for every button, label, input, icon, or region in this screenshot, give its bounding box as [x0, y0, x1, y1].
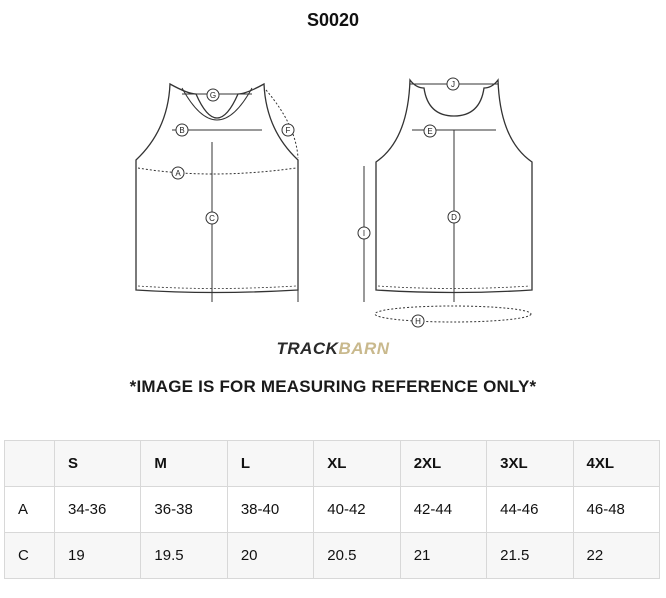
table-cell: 21.5 — [487, 533, 573, 579]
label-d: D — [451, 213, 457, 222]
label-g: G — [209, 91, 217, 100]
label-e: E — [427, 127, 433, 136]
label-b: B — [179, 126, 185, 135]
front-tank-outline — [136, 84, 298, 293]
table-cell: 19 — [55, 533, 141, 579]
row-label: A — [5, 487, 55, 533]
table-cell: 38-40 — [227, 487, 313, 533]
table-cell: 36-38 — [141, 487, 227, 533]
table-cell: 34-36 — [55, 487, 141, 533]
table-cell: 21 — [400, 533, 486, 579]
table-cell: 44-46 — [487, 487, 573, 533]
header-cell: S — [55, 441, 141, 487]
table-cell: 20 — [227, 533, 313, 579]
header-cell: M — [141, 441, 227, 487]
label-a: A — [175, 169, 181, 178]
size-header-row — [5, 441, 660, 487]
label-i: I — [362, 229, 366, 238]
header-cell: L — [227, 441, 313, 487]
brand-logo: TRACKBARN — [276, 339, 390, 358]
measurement-diagram — [120, 70, 560, 335]
table-row — [5, 533, 660, 579]
table-cell: 20.5 — [314, 533, 400, 579]
label-j: J — [451, 80, 455, 89]
header-cell: XL — [314, 441, 400, 487]
table-cell: 40-42 — [314, 487, 400, 533]
size-table — [4, 440, 660, 579]
table-cell: 46-48 — [573, 487, 659, 533]
header-cell: 3XL — [487, 441, 573, 487]
product-code: S0020 — [306, 10, 360, 30]
header-cell: 4XL — [573, 441, 659, 487]
header-cell: 2XL — [400, 441, 486, 487]
header-cell — [5, 441, 55, 487]
reference-note: *IMAGE IS FOR MEASURING REFERENCE ONLY* — [129, 377, 537, 396]
row-label: C — [5, 533, 55, 579]
label-c: C — [209, 214, 215, 223]
table-row — [5, 487, 660, 533]
table-cell: 22 — [573, 533, 659, 579]
table-cell: 42-44 — [400, 487, 486, 533]
table-cell: 19.5 — [141, 533, 227, 579]
label-f: F — [285, 126, 291, 135]
label-h: H — [415, 317, 421, 326]
